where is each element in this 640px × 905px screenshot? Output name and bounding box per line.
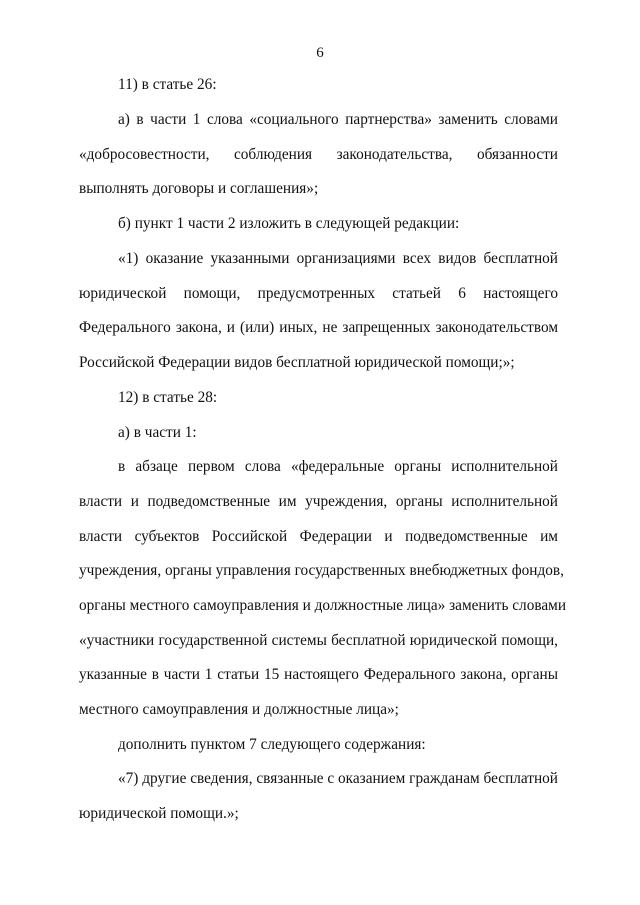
- paragraph-line: в абзаце первом слова «федеральные органы исполнительной: [118, 458, 558, 475]
- paragraph-line: юридической помощи.»;: [79, 805, 239, 822]
- paragraph-line: б) пункт 1 части 2 изложить в следующей редакции:: [118, 215, 460, 232]
- paragraph-line: а) в части 1:: [118, 424, 197, 441]
- paragraph-line: Федерального закона, и (или) иных, не запрещенных законодательством: [79, 319, 558, 336]
- paragraph-line: власти субъектов Российской Федерации и подведомственные им: [79, 528, 558, 545]
- paragraph-line: власти и подведомственные им учреждения, органы исполнительной: [79, 493, 558, 510]
- paragraph-line: а) в части 1 слова «социального партнерства» заменить словами: [118, 111, 558, 128]
- paragraph-line: юридической помощи, предусмотренных статьей 6 настоящего: [79, 285, 558, 302]
- paragraph-line: учреждения, органы управления государственных внебюджетных фондов,: [79, 562, 564, 579]
- paragraph-line: «1) оказание указанными организациями всех видов бесплатной: [118, 250, 558, 267]
- paragraph-line: местного самоуправления и должностные лица»;: [79, 701, 399, 718]
- item-12-heading: 12) в статье 28:: [118, 389, 218, 406]
- paragraph-line: «7) другие сведения, связанные с оказанием гражданам бесплатной: [118, 770, 558, 787]
- paragraph-line: выполнять договоры и соглашения»;: [79, 180, 319, 197]
- paragraph-line: органы местного самоуправления и должностные лица» заменить словами: [79, 597, 567, 614]
- paragraph-line: Российской Федерации видов бесплатной юридической помощи;»;: [79, 354, 515, 371]
- item-11-heading: 11) в статье 26:: [118, 76, 217, 93]
- paragraph-line: «добросовестности, соблюдения законодательства, обязанности: [79, 146, 558, 163]
- paragraph-line: дополнить пунктом 7 следующего содержания:: [118, 736, 426, 753]
- page-number: 6: [316, 45, 324, 61]
- paragraph-line: указанные в части 1 статьи 15 настоящего Федерального закона, органы: [79, 666, 558, 683]
- paragraph-line: «участники государственной системы бесплатной юридической помощи,: [79, 632, 558, 649]
